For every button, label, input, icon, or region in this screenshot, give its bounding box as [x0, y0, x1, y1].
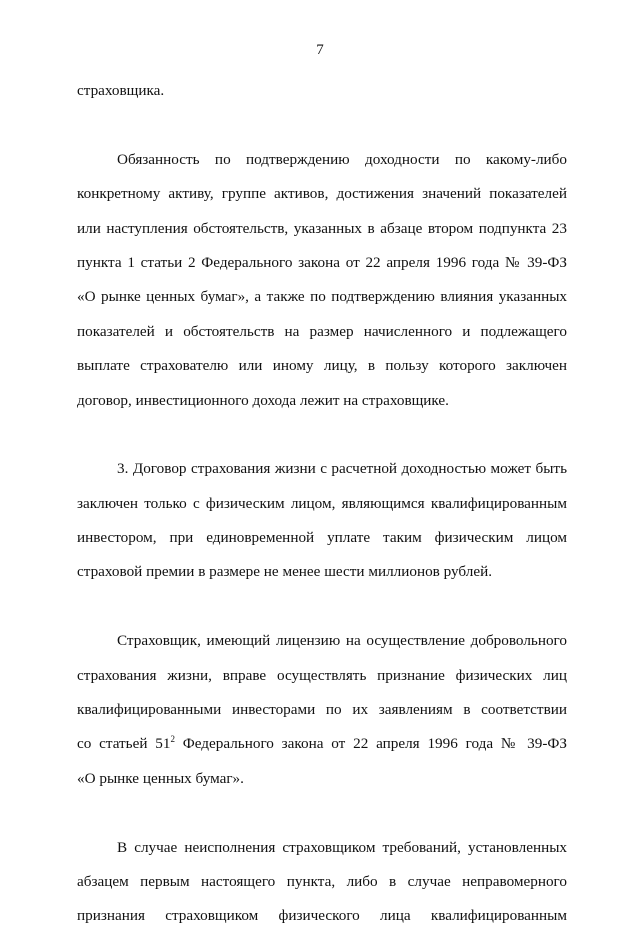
paragraph-spacer	[77, 418, 567, 452]
text-line: признания страховщиком физического лица квалифицированным	[77, 907, 567, 925]
text-line: или наступления обстоятельств, указанных в абзаце втором подпункта 23	[77, 219, 567, 237]
text-line: Страховщик, имеющий лицензию на осуществление добровольного	[117, 632, 567, 650]
text-line: страхования жизни, вправе осуществлять признание физических лиц	[77, 666, 567, 684]
text-line: договор, инвестиционного дохода лежит на страховщике.	[77, 391, 449, 409]
text-line: пункта 1 статьи 2 Федерального закона от 22 апреля 1996 года № 39-ФЗ	[77, 253, 567, 271]
article-reference: со статьей 51	[77, 735, 171, 753]
text-line: страховой премии в размере не менее шести миллионов рублей.	[77, 563, 493, 581]
text-line	[77, 727, 567, 761]
paragraph-spacer	[77, 590, 567, 624]
paragraph-spacer	[77, 796, 567, 830]
text-line: В случае неисполнения страховщиком требований, установленных	[117, 838, 567, 856]
text-line: 3. Договор страхования жизни с расчетной доходностью может быть	[117, 460, 567, 478]
text-line: Обязанность по подтверждению доходности по какому-либо	[117, 150, 567, 168]
document-body	[77, 74, 567, 934]
text-line: страховщика.	[77, 82, 165, 99]
text-line: показателей и обстоятельств на размер начисленного и подлежащего	[77, 322, 567, 340]
text-line-rest: Федерального закона от 22 апреля 1996 года № 39-ФЗ	[182, 735, 567, 753]
article-superscript: 2	[170, 734, 175, 745]
paragraph-spacer	[77, 108, 567, 142]
text-line: абзацем первым настоящего пункта, либо в случае неправомерного	[77, 872, 567, 890]
text-line: заключен только с физическим лицом, являющимся квалифицированным	[77, 494, 567, 512]
text-line: «О рынке ценных бумаг», а также по подтверждению влияния указанных	[77, 288, 567, 306]
text-line: выплате страхователю или иному лицу, в пользу которого заключен	[77, 357, 567, 375]
text-line: инвестором, при единовременной уплате таким физическим лицом	[77, 529, 567, 547]
text-line: квалифицированными инвесторами по их заявлениям в соответствии	[77, 701, 567, 719]
text-line: «О рынке ценных бумаг».	[77, 769, 244, 787]
text-line: конкретному активу, группе активов, достижения значений показателей	[77, 185, 567, 203]
page-number: 7	[316, 42, 324, 58]
